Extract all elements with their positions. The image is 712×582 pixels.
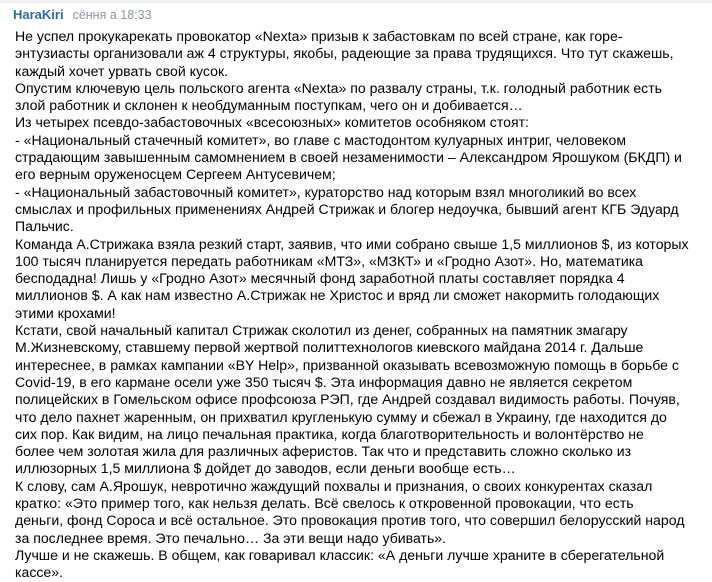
message-paragraph: - «Национальный стачечный комитет», во главе с мастодонтом кулуарных интриг, человеком страдающим завышенным самомнением в своей незаменимости – Александром Ярошуком (БКДП) и его верным оруженосцем Сергеем Антусевичем; (15, 131, 682, 183)
message-header (13, 7, 152, 25)
message-paragraph: Не успел прокукарекать провокатор «Nexta» призыв к забастовкам по всей стране, как горе- энтузиасты организовали аж 4 структуры, якобы, радеющие за права трудящихся. Что тут скажешь, каждый хочет урвать свой кусок. (15, 28, 674, 79)
message-body (15, 28, 707, 582)
message-author[interactable]: HaraKiri (13, 7, 64, 22)
message-timestamp: сёння а 18:33 (72, 8, 152, 22)
message-paragraph: Из четырех псевдо-забастовочных «всесоюзных» комитетов особняком стоят: (15, 114, 529, 131)
message-paragraph: Лучше и не скажешь. В общем, как говаривал классик: «А деньги лучше храните в сберегательной кассе». (15, 546, 665, 581)
previous-message-edge (0, 0, 712, 3)
message-paragraph: К слову, сам А.Ярошук, невротично жаждущий похвалы и признания, о своих конкурентах сказал кратко: «Это пример того, как нельзя делать. Всё свелось к откровенной провокации, что есть деньги, фонд Сороса и всё остальное. Это провокация против того, что совершил белорусский народ за последнее время. Это печально… За эти вещи надо убивать». (15, 477, 685, 546)
message-paragraph: Кстати, свой начальный капитал Стрижак сколотил из денег, собранных на памятник змагару М.Жизневскому, ставшему первой жертвой политтехнологов киевского майдана 2014 г. Дальше интереснее, в рамках кампании «BY Help», призванной оказывать всевозможную помощь в борьбе с Covid-19, в его кармане осели уже 350 тысяч $. Эта информация давно не является секретом полицейских в Гомельском офисе профсоюза РЭП, где Андрей создавал видимость работы. Почуяв, что дело пахнет жаренным, он прихватил кругленькую сумму и сбежал в Украину, где находится до сих пор. Как видим, на лицо печальная практика, когда благотворительность и волонтёрство не более чем золотая жила для различных аферистов. Так что и представить сложно сколько из иллюзорных 1,5 миллиона $ дойдет до заводов, если деньги вообще есть… (15, 322, 680, 477)
message-paragraph: - «Национальный забастовочный комитет», кураторство над которым взял многоликий во всех смыслах и профильных применениях Андрей Стрижак и блогер недоучка, бывший агент КГБ Эдуард Пальчис. (15, 183, 679, 235)
message-paragraph: Опустим ключевую цель польского агента «Nexta» по развалу страны, т.к. голодный работник есть злой работник и склонен к необдуманным поступкам, чего он и добивается… (15, 79, 662, 114)
message-paragraph: Команда А.Стрижака взяла резкий старт, заявив, что ими собрано свыше 1,5 миллионов $, из которых 100 тысяч планируется передать работникам «МТЗ», «МЗКТ» и «Гродно Азот». Но, математика бесподаднa! Лишь у «Гродно Азот» месячный фонд заработной платы составляет порядка 4 миллионов $. А как нам известно А.Стрижак не Христос и вряд ли сможет накормить голодающих этими крохами! (15, 235, 689, 321)
